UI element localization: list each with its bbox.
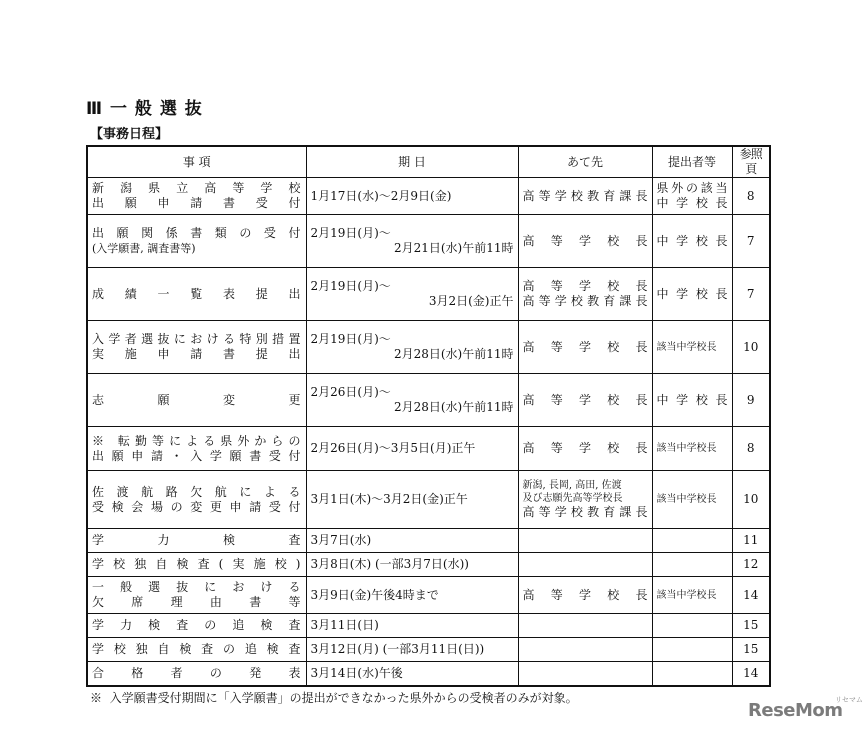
cell-recipient <box>518 178 652 215</box>
table-row <box>87 577 770 614</box>
date-line: 2月19日(月)～ <box>310 332 391 346</box>
cell-ref-page: 11 <box>732 529 770 553</box>
item-line: 出願申請・入学願書受付 <box>92 448 302 463</box>
recipient-line: 高等学校長 <box>522 233 648 248</box>
header-to: あて先 <box>518 146 652 178</box>
cell-date <box>306 638 518 662</box>
item-line: 成績一覧表提出 <box>92 286 302 301</box>
cell-recipient <box>518 427 652 471</box>
cell-item <box>87 321 306 374</box>
header-date: 期 日 <box>306 146 518 178</box>
item-line: 佐渡航路欠航による <box>92 484 302 499</box>
cell-item <box>87 577 306 614</box>
cell-date <box>306 529 518 553</box>
cell-recipient <box>518 268 652 321</box>
submitter-line: 中学校長 <box>656 286 728 301</box>
cell-recipient <box>518 577 652 614</box>
recipient-note: 新潟, 長岡, 高田, 佐渡 <box>522 480 622 491</box>
cell-recipient <box>518 471 652 529</box>
submitter-small: 該当中学校長 <box>656 341 717 353</box>
date-line: 2月19日(月)～ <box>310 279 391 293</box>
cell-ref-page: 14 <box>732 577 770 614</box>
item-line: ※ 転勤等による県外からの <box>92 433 302 448</box>
date-line: 1月17日(水)～2月9日(金) <box>310 188 452 203</box>
footnote: ※ 入学願書受付期間に「入学願書」の提出ができなかった県外からの受検者のみが対象。 <box>90 691 578 705</box>
recipient-line: 高等学校長 <box>522 279 648 293</box>
recipient-line: 高等学校教育課長 <box>522 294 648 308</box>
submitter-small: 該当中学校長 <box>656 494 717 505</box>
table-row <box>87 553 770 577</box>
cell-submitter <box>652 427 732 471</box>
cell-submitter <box>652 553 732 577</box>
cell-item <box>87 662 306 686</box>
cell-recipient <box>518 215 652 268</box>
cell-item <box>87 638 306 662</box>
table-row <box>87 427 770 471</box>
item-line: 実施申請書提出 <box>92 347 302 361</box>
item-line: 受検会場の変更申請受付 <box>92 499 302 514</box>
recipient-line: 高等学校教育課長 <box>522 505 648 519</box>
recipient-line: 高等学校長 <box>522 392 648 407</box>
cell-recipient <box>518 374 652 427</box>
table-header-row <box>87 146 770 178</box>
item-line: 学校独自検査の追検査 <box>92 642 302 656</box>
cell-item <box>87 471 306 529</box>
cell-submitter <box>652 268 732 321</box>
header-by: 提出者等 <box>652 146 732 178</box>
date-line-end: 2月28日(水)午前11時 <box>393 347 514 361</box>
cell-recipient <box>518 614 652 638</box>
cell-submitter <box>652 215 732 268</box>
cell-recipient <box>518 553 652 577</box>
cell-date <box>306 268 518 321</box>
cell-ref-page: 7 <box>732 215 770 268</box>
date-line: 3月9日(金)午後4時まで <box>310 587 439 602</box>
recipient-line: 高等学校長 <box>522 587 648 602</box>
header-ref: 参照頁 <box>732 146 770 178</box>
cell-item <box>87 178 306 215</box>
date-line: 3月8日(木) (一部3月7日(水)) <box>310 557 469 571</box>
item-line: 出願申請書受付 <box>92 196 302 210</box>
cell-date <box>306 178 518 215</box>
item-line: 合格者の発表 <box>92 665 302 680</box>
cell-submitter <box>652 638 732 662</box>
date-line: 2月19日(月)～ <box>310 226 391 240</box>
cell-submitter <box>652 529 732 553</box>
cell-date <box>306 553 518 577</box>
resemom-logo-kana: リセマム <box>835 696 863 704</box>
item-line: 学力検査の追検査 <box>92 618 302 632</box>
section-subtitle: 【事務日程】 <box>90 127 169 142</box>
recipient-line: 高等学校長 <box>522 441 648 455</box>
cell-date <box>306 614 518 638</box>
cell-item <box>87 614 306 638</box>
cell-item <box>87 529 306 553</box>
cell-ref-page: 14 <box>732 662 770 686</box>
cell-submitter <box>652 614 732 638</box>
submitter-line: 中学校長 <box>656 196 728 210</box>
cell-recipient <box>518 321 652 374</box>
table-row <box>87 614 770 638</box>
cell-date <box>306 471 518 529</box>
date-line: 2月26日(月)～3月5日(月)正午 <box>310 441 476 455</box>
table-row <box>87 268 770 321</box>
table-row <box>87 374 770 427</box>
submitter-line: 県外の該当 <box>656 181 728 195</box>
cell-item <box>87 374 306 427</box>
table-row <box>87 638 770 662</box>
item-line: 学校独自検査(実施校) <box>92 557 302 571</box>
cell-submitter <box>652 178 732 215</box>
table-row <box>87 215 770 268</box>
date-line: 3月11日(日) <box>310 618 379 632</box>
date-line: 3月12日(月) (一部3月11日(日)) <box>310 642 485 656</box>
cell-ref-page: 8 <box>732 427 770 471</box>
recipient-line: 高等学校教育課長 <box>522 188 648 203</box>
submitter-small: 該当中学校長 <box>656 589 717 601</box>
date-line-end: 2月21日(水)午前11時 <box>393 241 514 255</box>
item-line: 欠席理由書等 <box>92 595 302 609</box>
cell-item <box>87 553 306 577</box>
page-title: Ⅲ 一 般 選 抜 <box>86 99 203 119</box>
item-line: 学力検査 <box>92 533 302 547</box>
date-line: 3月1日(木)～3月2日(金)正午 <box>310 492 468 506</box>
cell-recipient <box>518 638 652 662</box>
date-line: 3月7日(水) <box>310 533 372 547</box>
resemom-logo: ReseMom <box>748 700 843 721</box>
date-line-end: 2月28日(水)午前11時 <box>393 400 514 414</box>
item-sub: (入学願書, 調査書等) <box>92 242 196 255</box>
cell-date <box>306 374 518 427</box>
table-row <box>87 321 770 374</box>
cell-ref-page: 15 <box>732 614 770 638</box>
cell-date <box>306 321 518 374</box>
cell-ref-page: 12 <box>732 553 770 577</box>
recipient-line: 高等学校長 <box>522 339 648 354</box>
item-line: 入学者選抜における特別措置 <box>92 332 302 346</box>
cell-ref-page: 9 <box>732 374 770 427</box>
cell-submitter <box>652 374 732 427</box>
item-line: 一般選抜における <box>92 580 302 594</box>
table-row <box>87 178 770 215</box>
cell-date <box>306 427 518 471</box>
item-line: 新潟県立高等学校 <box>92 181 302 195</box>
cell-submitter <box>652 471 732 529</box>
date-line: 2月26日(月)～ <box>310 385 391 399</box>
cell-date <box>306 662 518 686</box>
header-item: 事 項 <box>87 146 306 178</box>
date-line: 3月14日(水)午後 <box>310 665 403 680</box>
item-line: 志願変更 <box>92 392 302 407</box>
table-row <box>87 529 770 553</box>
date-line-end: 3月2日(金)正午 <box>428 294 514 308</box>
submitter-line: 中学校長 <box>656 233 728 248</box>
cell-submitter <box>652 662 732 686</box>
cell-item <box>87 268 306 321</box>
cell-date <box>306 215 518 268</box>
recipient-note: 及び志願先高等学校長 <box>522 493 623 504</box>
cell-ref-page: 7 <box>732 268 770 321</box>
cell-ref-page: 10 <box>732 471 770 529</box>
submitter-line: 中学校長 <box>656 392 728 407</box>
cell-item <box>87 427 306 471</box>
cell-item <box>87 215 306 268</box>
cell-date <box>306 577 518 614</box>
cell-recipient <box>518 662 652 686</box>
cell-submitter <box>652 577 732 614</box>
table-row <box>87 662 770 686</box>
cell-submitter <box>652 321 732 374</box>
submitter-small: 該当中学校長 <box>656 443 717 454</box>
schedule-table <box>86 145 771 687</box>
cell-ref-page: 15 <box>732 638 770 662</box>
cell-ref-page: 8 <box>732 178 770 215</box>
cell-recipient <box>518 529 652 553</box>
item-line: 出願関係書類の受付 <box>92 226 302 240</box>
cell-ref-page: 10 <box>732 321 770 374</box>
table-row <box>87 471 770 529</box>
